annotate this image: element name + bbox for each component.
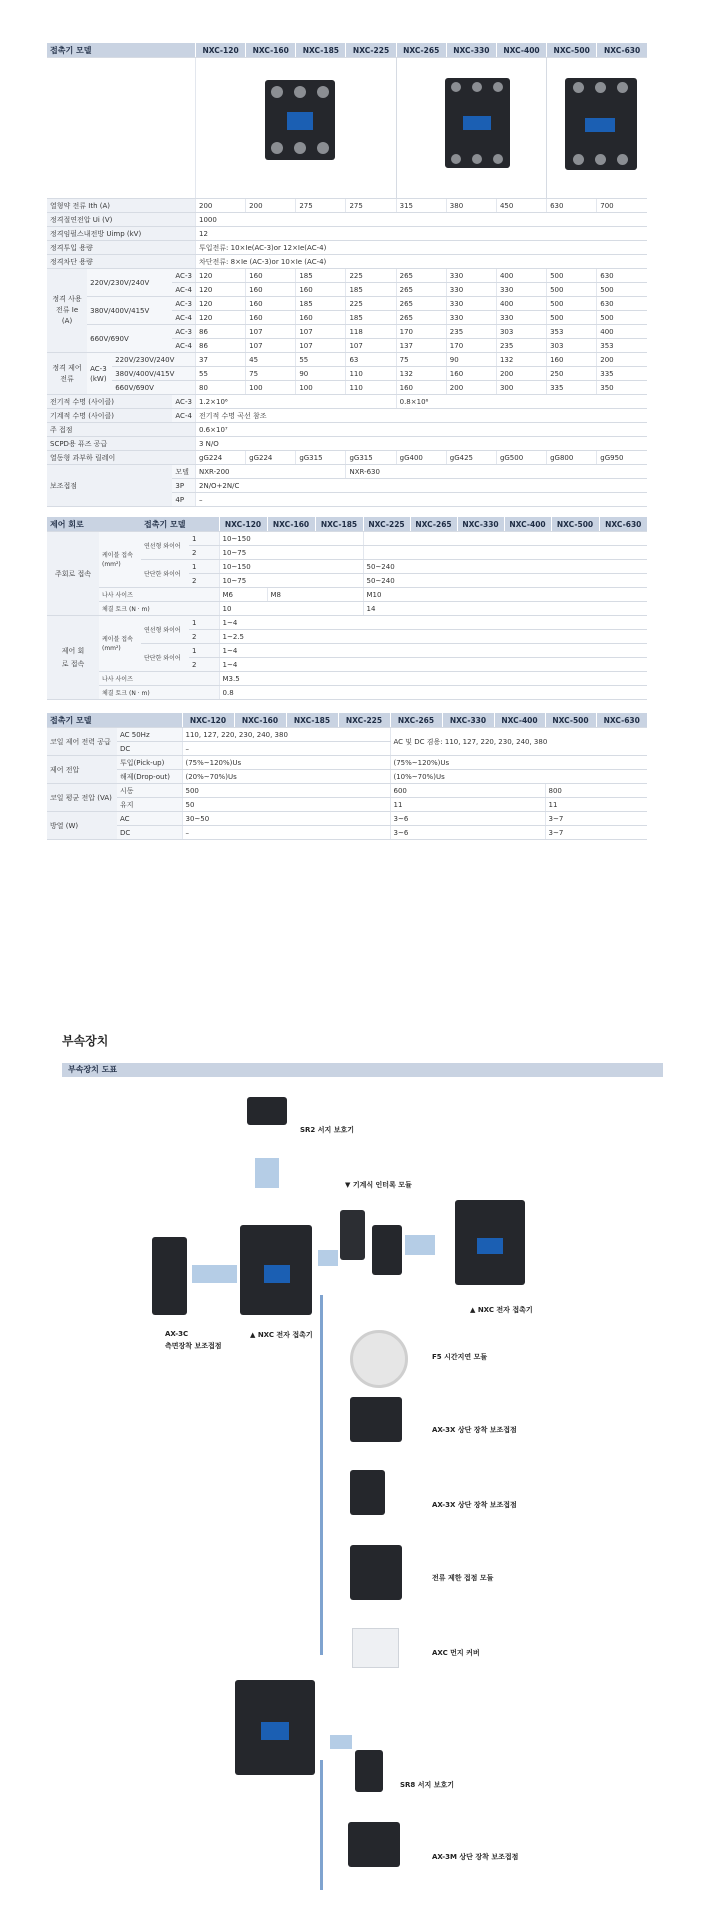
ac50-label: AC 50Hz xyxy=(117,728,182,742)
row-label: 정격차단 용량 xyxy=(47,255,196,269)
ax3c-side-contact-image xyxy=(152,1237,187,1315)
cell: 170 xyxy=(396,325,446,339)
arrow-left-icon xyxy=(330,1735,352,1749)
cell: (10%~70%)Us xyxy=(390,770,647,784)
cell: 1 xyxy=(189,644,219,658)
accessories-bar: 부속장치 도표 xyxy=(62,1063,663,1077)
solid-label: 단단한 와이어 xyxy=(141,644,189,672)
arrow-left-icon xyxy=(405,1235,435,1255)
cell: 185 xyxy=(346,283,396,297)
cell: 2 xyxy=(189,658,219,672)
cell: 1 xyxy=(189,560,219,574)
ac-label: AC xyxy=(117,812,182,826)
cell: 330 xyxy=(446,269,496,283)
cell: 1000 xyxy=(196,213,648,227)
cell: 55 xyxy=(196,367,246,381)
cell: 3~6 xyxy=(390,812,545,826)
screw-label: 나사 사이즈 xyxy=(99,672,219,686)
table2-title: 제어 회로 xyxy=(47,517,141,532)
cell: 630 xyxy=(597,297,647,311)
cell: 353 xyxy=(547,325,597,339)
cell: 500 xyxy=(547,311,597,325)
cell: (75%~120%)Us xyxy=(182,756,390,770)
cell: 170 xyxy=(446,339,496,353)
row-label: 열형약 전류 Ith (A) xyxy=(47,199,196,213)
cell: 투입전류: 10×Ie(AC-3)or 12×Ie(AC-4) xyxy=(196,241,648,255)
cell: 1.2×10⁶ xyxy=(196,395,397,409)
row-label: 정격절연전압 Ui (V) xyxy=(47,213,196,227)
ax3m-label: AX-3M 상단 장착 보조접점 xyxy=(432,1853,519,1861)
cell: 160 xyxy=(296,283,346,297)
cell: 200 xyxy=(246,199,296,213)
pick-label: 투입(Pick-up) xyxy=(117,756,182,770)
ac-label: AC-3 xyxy=(172,395,195,409)
arrow-right-icon xyxy=(192,1265,237,1283)
model-header: NXC-630 xyxy=(599,517,647,532)
cell: 75 xyxy=(396,353,446,367)
cell: 3~7 xyxy=(545,812,647,826)
ac-label: AC-3 xyxy=(172,269,195,283)
model-header: NXC-185 xyxy=(296,43,346,58)
cell: 335 xyxy=(547,381,597,395)
cell: 800 xyxy=(545,784,647,798)
cell: 120 xyxy=(196,283,246,297)
cell: 107 xyxy=(346,339,396,353)
cell: 2 xyxy=(189,574,219,588)
row-label: 기계적 수명 (사이클) xyxy=(47,409,172,423)
cell: 330 xyxy=(446,283,496,297)
spec-table-main xyxy=(47,43,647,507)
cell: 차단전류: 8×Ie (AC-3)or 10×Ie (AC-4) xyxy=(196,255,648,269)
main-circuit-label: 주회로 접속 xyxy=(47,532,99,616)
interlock-label: ▼ 기계식 인터록 모듈 xyxy=(345,1181,412,1189)
cell: 630 xyxy=(547,199,597,213)
cell: 50~240 xyxy=(363,560,647,574)
cell: 37 xyxy=(196,353,246,367)
cell: 1~4 xyxy=(219,658,647,672)
cell: 14 xyxy=(363,602,647,616)
cell: 303 xyxy=(496,325,546,339)
contactor-photo-mid xyxy=(445,78,510,168)
cell: 10~75 xyxy=(219,574,363,588)
cell: 1~4 xyxy=(219,616,647,630)
voltage-label: 380V/400V/415V xyxy=(112,367,195,381)
cell: AC 및 DC 겸용: 110, 127, 220, 230, 240, 380 xyxy=(390,728,647,756)
voltage-label: 660V/690V xyxy=(87,325,172,353)
diss-label: 방열 (W) xyxy=(47,812,117,840)
nxc-center-label: ▲ NXC 전자 접촉기 xyxy=(250,1331,313,1339)
cell: 10 xyxy=(219,602,363,616)
cell: 160 xyxy=(396,381,446,395)
interlock-module-image-2 xyxy=(372,1225,402,1275)
model-header: NXC-185 xyxy=(286,713,338,728)
cell: 132 xyxy=(396,367,446,381)
cell: 200 xyxy=(446,381,496,395)
contactor-photo-large xyxy=(565,78,637,170)
cell: gG800 xyxy=(547,451,597,465)
cell: 1~4 xyxy=(219,644,647,658)
ac-label: AC-4 xyxy=(172,283,195,297)
cell: 500 xyxy=(547,269,597,283)
cell: 110 xyxy=(346,367,396,381)
cell: 380 xyxy=(446,199,496,213)
cell: 12 xyxy=(196,227,648,241)
hold-label: 유지 xyxy=(117,798,182,812)
model-header: NXC-500 xyxy=(547,43,597,58)
cell: gG500 xyxy=(496,451,546,465)
cell: 303 xyxy=(547,339,597,353)
contactor-photo-small xyxy=(265,80,335,160)
cell xyxy=(363,532,647,546)
cell: 235 xyxy=(446,325,496,339)
model-header: NXC-500 xyxy=(551,517,599,532)
cell: 160 xyxy=(547,353,597,367)
cell: 330 xyxy=(496,283,546,297)
cell xyxy=(363,546,647,560)
cell: (75%~120%)Us xyxy=(390,756,647,770)
cell: 전기적 수명 곡선 참조 xyxy=(196,409,648,423)
model-header: NXC-400 xyxy=(504,517,551,532)
kw-label: 정격 제어 전류 xyxy=(47,353,87,395)
cell: 185 xyxy=(346,311,396,325)
model-header: NXC-265 xyxy=(390,713,442,728)
cell: 160 xyxy=(246,311,296,325)
model-header: NXC-160 xyxy=(267,517,315,532)
cell: 0.6×10⁷ xyxy=(196,423,648,437)
cell: (20%~70%)Us xyxy=(182,770,390,784)
model-header: NXC-630 xyxy=(596,713,647,728)
cell: 350 xyxy=(597,381,647,395)
cell: 400 xyxy=(496,269,546,283)
volt-label: 제어 전압 xyxy=(47,756,117,784)
model-header: NXC-265 xyxy=(410,517,457,532)
cell: – xyxy=(182,826,390,840)
torque-label: 체결 토크 (N · m) xyxy=(99,686,219,700)
model-header: NXC-225 xyxy=(346,43,396,58)
cell: gG224 xyxy=(246,451,296,465)
cell: NXR-200 xyxy=(196,465,346,479)
ax3x-contact-image-1 xyxy=(350,1397,402,1442)
cell: 225 xyxy=(346,297,396,311)
table1-title: 접촉기 모델 xyxy=(47,43,196,58)
ax3x-contact-image-2 xyxy=(350,1470,385,1515)
cell: 0.8 xyxy=(219,686,647,700)
cell: 160 xyxy=(446,367,496,381)
cell: 120 xyxy=(196,269,246,283)
cell: 450 xyxy=(496,199,546,213)
model-header: NXC-160 xyxy=(246,43,296,58)
cell: gG315 xyxy=(346,451,396,465)
cell: 50~240 xyxy=(363,574,647,588)
cable-label: 케이블 접속 (mm²) xyxy=(99,616,141,672)
model-header: NXC-120 xyxy=(196,43,246,58)
cell: 118 xyxy=(346,325,396,339)
cell: 110, 127, 220, 230, 240, 380 xyxy=(182,728,390,742)
cell: 100 xyxy=(296,381,346,395)
cell: 700 xyxy=(597,199,647,213)
cell: 110 xyxy=(346,381,396,395)
cell: 90 xyxy=(446,353,496,367)
cell: 11 xyxy=(390,798,545,812)
kw-ac-label: AC-3 (kW) xyxy=(87,353,112,395)
cell: 160 xyxy=(296,311,346,325)
ie-label: 정격 사용 전류 Ie (A) xyxy=(47,269,87,353)
torque-label: 체결 토크 (N · m) xyxy=(99,602,219,616)
sr2-surge-protector-image xyxy=(247,1097,287,1125)
row-label: 보조접점 xyxy=(47,465,172,507)
cell: 500 xyxy=(547,283,597,297)
interlock-module-image xyxy=(340,1210,365,1260)
cell: 1~2.5 xyxy=(219,630,647,644)
nxc-right-label: ▲ NXC 전자 접촉기 xyxy=(470,1306,533,1314)
cell: 330 xyxy=(496,311,546,325)
connector-line xyxy=(320,1295,323,1655)
cell: gG315 xyxy=(296,451,346,465)
cell: 160 xyxy=(246,297,296,311)
nxc-contactor-right-image xyxy=(455,1200,525,1285)
cell: M10 xyxy=(363,588,647,602)
strand-label: 연선형 와이어 xyxy=(141,616,189,644)
strand-label: 연선형 와이어 xyxy=(141,532,189,560)
pole-label: 3P xyxy=(172,479,195,493)
cell: 200 xyxy=(597,353,647,367)
cell: 3 N/O xyxy=(196,437,648,451)
control-circuit-label: 제어 회로 접속 xyxy=(47,616,99,700)
cell: 315 xyxy=(396,199,446,213)
cell: 3~7 xyxy=(545,826,647,840)
ax3c-label: AX-3C xyxy=(165,1330,189,1338)
cell: 265 xyxy=(396,269,446,283)
ax3c-sub-label: 측면장착 보조접점 xyxy=(165,1342,222,1350)
arrow-down-icon xyxy=(255,1158,279,1188)
cell: 11 xyxy=(545,798,647,812)
ax3x-label-1: AX-3X 상단 장착 보조접점 xyxy=(432,1426,517,1434)
cell: gG950 xyxy=(597,451,647,465)
cell: M3.5 xyxy=(219,672,647,686)
coil-label: 코일 제어 전력 공급 xyxy=(47,728,117,756)
row-label: SCPD용 퓨즈 공급 xyxy=(47,437,196,451)
voltage-label: 220V/230V/240V xyxy=(87,269,172,297)
cell: 107 xyxy=(246,339,296,353)
cell: 80 xyxy=(196,381,246,395)
cell: 500 xyxy=(547,297,597,311)
model-header: NXC-330 xyxy=(457,517,504,532)
model-header: NXC-225 xyxy=(338,713,390,728)
cell: 185 xyxy=(296,297,346,311)
cell: 107 xyxy=(296,339,346,353)
row-label: 전기적 수명 (사이클) xyxy=(47,395,172,409)
cell: 63 xyxy=(346,353,396,367)
current-limit-module-image xyxy=(350,1545,402,1600)
ax3m-contact-image xyxy=(348,1822,400,1867)
limit-label: 전류 제한 접점 모듈 xyxy=(432,1574,494,1582)
cell: 1 xyxy=(189,616,219,630)
ac-label: AC-4 xyxy=(172,409,195,423)
cell: 160 xyxy=(246,283,296,297)
cell: 100 xyxy=(246,381,296,395)
cell: 107 xyxy=(246,325,296,339)
ac-label: AC-3 xyxy=(172,297,195,311)
cell: 275 xyxy=(346,199,396,213)
cell: 400 xyxy=(496,297,546,311)
cell: 86 xyxy=(196,339,246,353)
cell: 120 xyxy=(196,311,246,325)
cable-label: 케이블 접속 (mm²) xyxy=(99,532,141,588)
cell: 1 xyxy=(189,532,219,546)
coilp-label: 코일 평균 전압 (VA) xyxy=(47,784,117,812)
cell: 400 xyxy=(597,325,647,339)
cell: NXR-630 xyxy=(346,465,647,479)
cell: 10~150 xyxy=(219,532,363,546)
voltage-label: 660V/690V xyxy=(112,381,195,395)
voltage-label: 220V/230V/240V xyxy=(112,353,195,367)
cell: – xyxy=(182,742,390,756)
nxc-contactor-bottom-image xyxy=(235,1680,315,1775)
control-circuit-table xyxy=(47,517,647,700)
model-header: NXC-630 xyxy=(597,43,647,58)
cell: 120 xyxy=(196,297,246,311)
start-label: 시동 xyxy=(117,784,182,798)
model-header: NXC-330 xyxy=(446,43,496,58)
cell: 3~6 xyxy=(390,826,545,840)
cell: M6 xyxy=(219,588,267,602)
cell: 86 xyxy=(196,325,246,339)
drop-label: 해제(Drop-out) xyxy=(117,770,182,784)
cell: 2 xyxy=(189,546,219,560)
cell: 275 xyxy=(296,199,346,213)
solid-label: 단단한 와이어 xyxy=(141,560,189,588)
cell: 225 xyxy=(346,269,396,283)
cell: 2 xyxy=(189,630,219,644)
coil-table xyxy=(47,713,647,840)
cell: gG425 xyxy=(446,451,496,465)
ac-label: AC-4 xyxy=(172,339,195,353)
cell: 265 xyxy=(396,311,446,325)
sr8-surge-protector-image xyxy=(355,1750,383,1792)
dc-label: DC xyxy=(117,742,182,756)
cell: gG400 xyxy=(396,451,446,465)
sr2-label: SR2 서지 보호기 xyxy=(300,1126,354,1134)
cell: 500 xyxy=(597,311,647,325)
voltage-label: 380V/400V/415V xyxy=(87,297,172,325)
ax3x-label-2: AX-3X 상단 장착 보조접점 xyxy=(432,1501,517,1509)
cell: 500 xyxy=(597,283,647,297)
cell: 132 xyxy=(496,353,546,367)
table3-title: 접촉기 모델 xyxy=(47,713,182,728)
model-header: NXC-225 xyxy=(363,517,410,532)
f5-timer-module-image xyxy=(350,1330,408,1388)
cell: 50 xyxy=(182,798,390,812)
cell: 185 xyxy=(296,269,346,283)
cell: 75 xyxy=(246,367,296,381)
cell: – xyxy=(196,493,648,507)
sr8-label: SR8 서지 보호기 xyxy=(400,1781,454,1789)
cell: 90 xyxy=(296,367,346,381)
model-header: NXC-120 xyxy=(219,517,267,532)
model-header: NXC-265 xyxy=(396,43,446,58)
row-label: 주 접점 xyxy=(47,423,196,437)
model-header: NXC-160 xyxy=(234,713,286,728)
model-header: NXC-330 xyxy=(442,713,494,728)
nxc-contactor-center-image xyxy=(240,1225,312,1315)
cell: 160 xyxy=(246,269,296,283)
cell: 55 xyxy=(296,353,346,367)
model-header: NXC-400 xyxy=(496,43,546,58)
cell: 2N/O+2N/C xyxy=(196,479,648,493)
cell: 630 xyxy=(597,269,647,283)
pole-label: 4P xyxy=(172,493,195,507)
cell: 10~75 xyxy=(219,546,363,560)
f5-label: F5 시간지연 모듈 xyxy=(432,1353,488,1361)
cell: 200 xyxy=(496,367,546,381)
row-label: 정격투입 용량 xyxy=(47,241,196,255)
cell: 107 xyxy=(296,325,346,339)
cell: 137 xyxy=(396,339,446,353)
cell: 300 xyxy=(496,381,546,395)
axc-dust-cover-image xyxy=(352,1628,399,1668)
row-label: 정격임펄스내전방 Uimp (kV) xyxy=(47,227,196,241)
cell: 335 xyxy=(597,367,647,381)
cell: 0.8×10⁶ xyxy=(396,395,647,409)
connector-line-bottom xyxy=(320,1760,323,1890)
dc-label: DC xyxy=(117,826,182,840)
cell: 45 xyxy=(246,353,296,367)
cell: 353 xyxy=(597,339,647,353)
cell: 200 xyxy=(196,199,246,213)
cell: 250 xyxy=(547,367,597,381)
cell: 330 xyxy=(446,311,496,325)
accessories-title: 부속장치 xyxy=(62,1034,109,1048)
cell: 10~150 xyxy=(219,560,363,574)
screw-label: 나사 사이즈 xyxy=(99,588,219,602)
cell: 265 xyxy=(396,283,446,297)
model-header: NXC-120 xyxy=(182,713,234,728)
arrow-left-icon xyxy=(318,1250,338,1266)
table2-model-title: 접촉기 모델 xyxy=(141,517,219,532)
model-header: NXC-500 xyxy=(545,713,596,728)
ac-label: AC-3 xyxy=(172,325,195,339)
cell: 600 xyxy=(390,784,545,798)
cell: 30~50 xyxy=(182,812,390,826)
cell: 330 xyxy=(446,297,496,311)
ac-label: AC-4 xyxy=(172,311,195,325)
cell: 500 xyxy=(182,784,390,798)
row-label: 열동형 과부하 릴레이 xyxy=(47,451,196,465)
cell: 265 xyxy=(396,297,446,311)
model-header: NXC-400 xyxy=(494,713,545,728)
axc-label: AXC 먼지 커버 xyxy=(432,1649,480,1657)
cell: M8 xyxy=(267,588,363,602)
cell: 235 xyxy=(496,339,546,353)
cell: gG224 xyxy=(196,451,246,465)
model-label: 모델 xyxy=(172,465,195,479)
model-header: NXC-185 xyxy=(315,517,363,532)
